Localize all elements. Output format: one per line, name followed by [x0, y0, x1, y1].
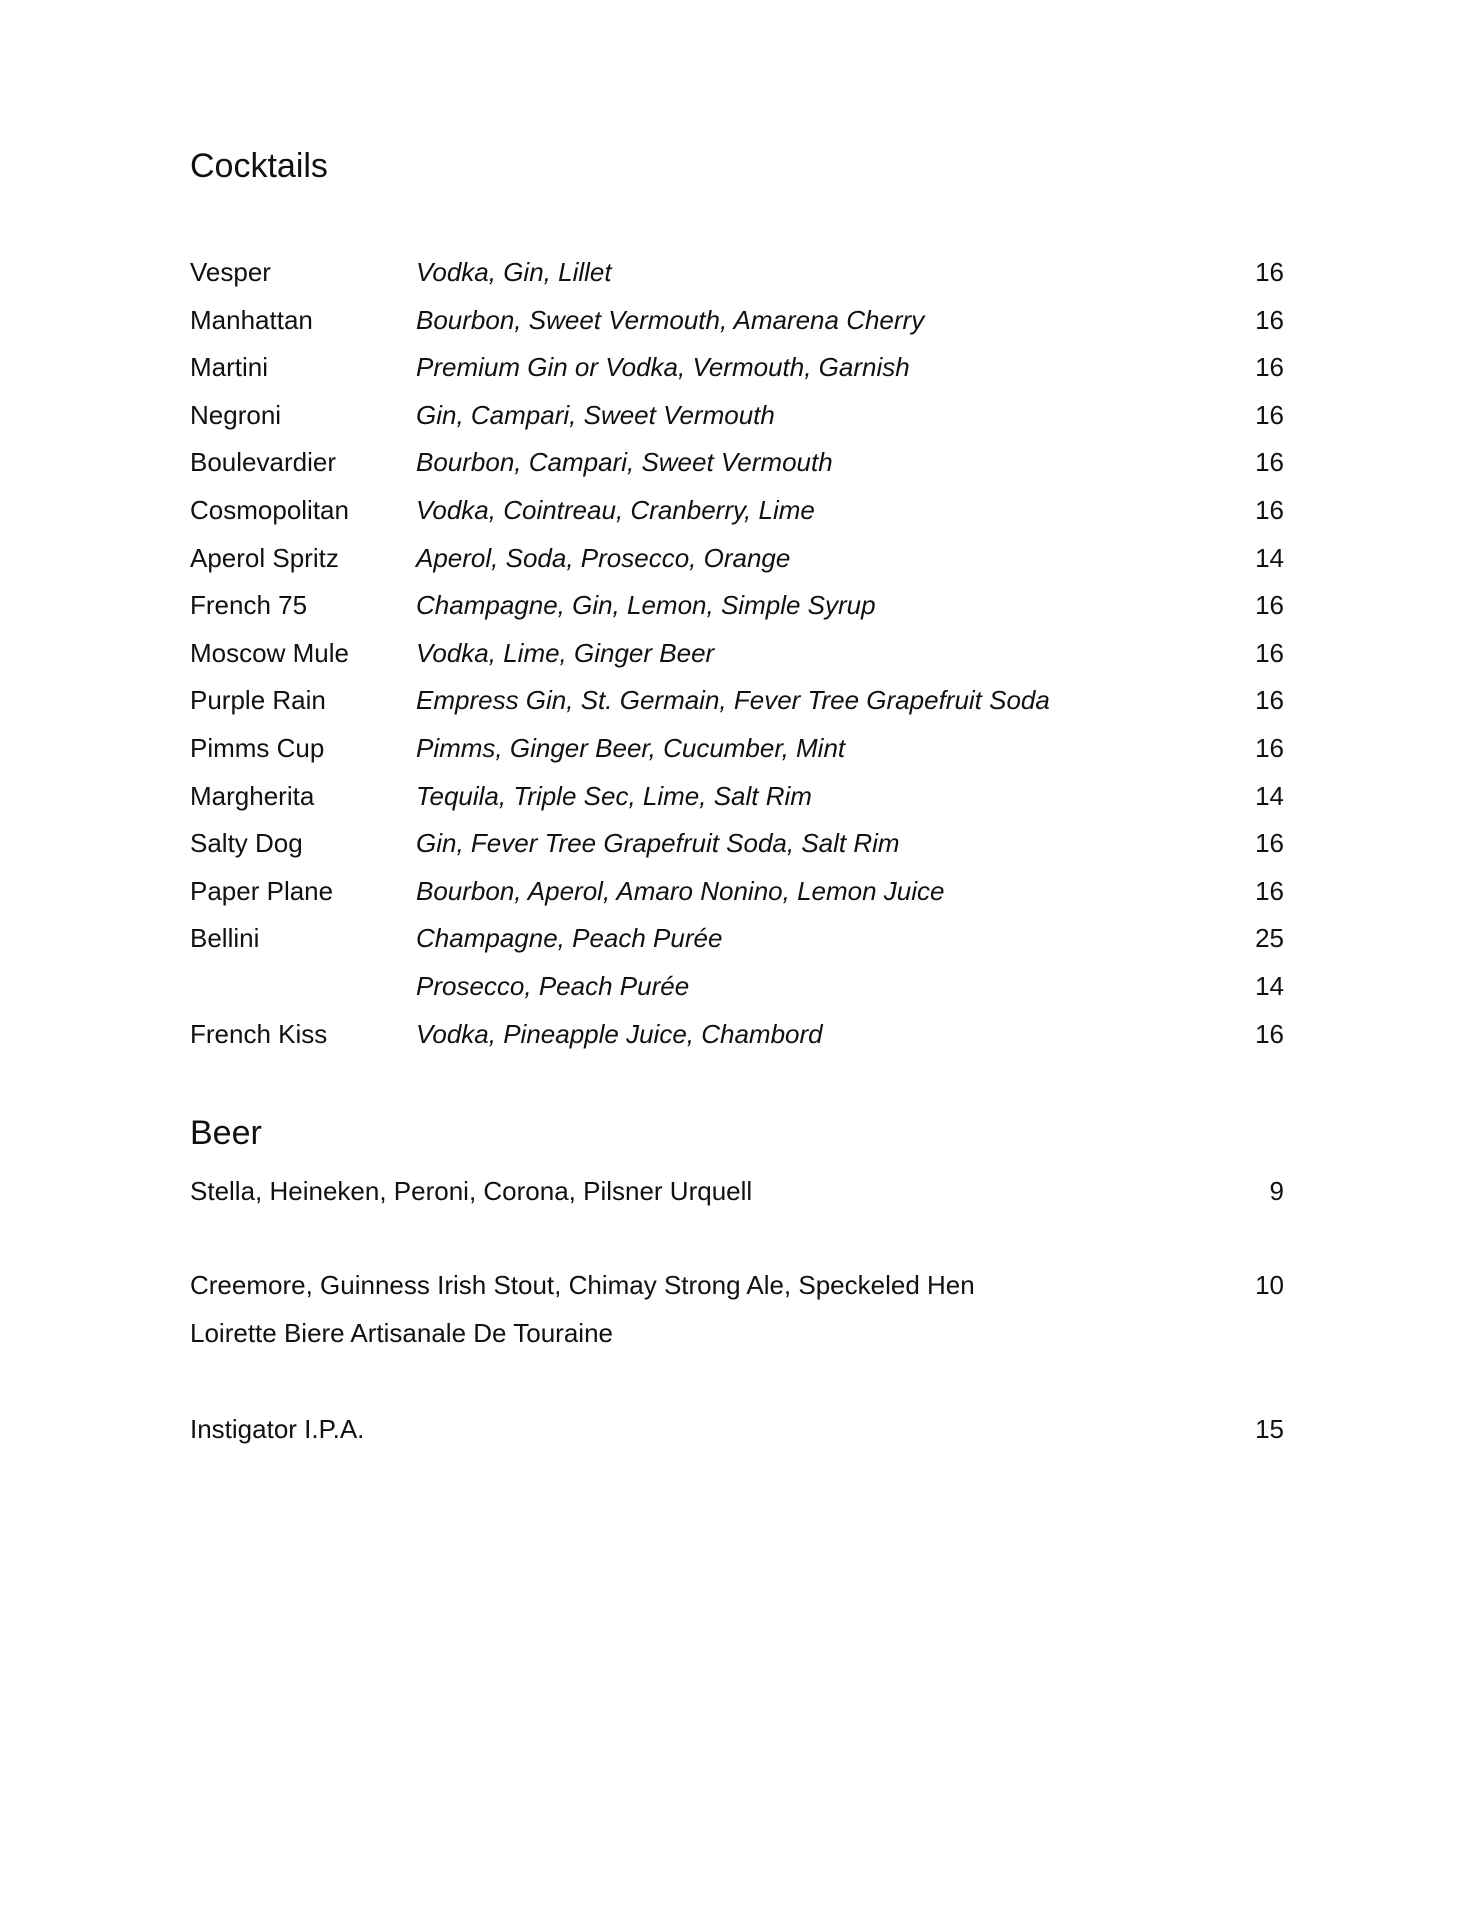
beer-heading: Beer — [190, 1114, 262, 1152]
cocktail-name: Moscow Mule — [190, 637, 349, 668]
cocktail-ingredients: Champagne, Gin, Lemon, Simple Syrup — [416, 590, 876, 621]
beer-group — [190, 1167, 1284, 1215]
list-item — [190, 490, 1284, 538]
cocktail-name: Manhattan — [190, 304, 313, 335]
cocktail-name: Pimms Cup — [190, 732, 325, 763]
cocktail-name: Purple Rain — [190, 685, 326, 716]
cocktail-name: Martini — [190, 352, 269, 383]
list-item — [190, 728, 1284, 776]
cocktail-name: Negroni — [190, 399, 282, 430]
cocktail-name: French Kiss — [190, 1018, 328, 1049]
cocktail-ingredients: Tequila, Triple Sec, Lime, Salt Rim — [416, 780, 812, 811]
beer-line — [190, 1261, 1284, 1309]
list-item — [190, 776, 1284, 824]
list-item — [190, 300, 1284, 348]
cocktail-price: 16 — [1255, 494, 1284, 525]
cocktail-price: 16 — [1255, 875, 1284, 906]
beer-line — [190, 1405, 1284, 1453]
cocktail-price: 16 — [1255, 637, 1284, 668]
cocktail-name: Paper Plane — [190, 875, 334, 906]
list-item — [190, 395, 1284, 443]
cocktail-name: Cosmopolitan — [190, 494, 349, 525]
cocktail-name: Boulevardier — [190, 447, 336, 478]
beer-price: 9 — [1269, 1176, 1284, 1206]
cocktail-ingredients: Champagne, Peach Purée — [416, 923, 723, 954]
cocktail-price: 16 — [1255, 304, 1284, 335]
cocktail-ingredients: Pimms, Ginger Beer, Cucumber, Mint — [416, 732, 846, 763]
cocktail-price: 25 — [1255, 923, 1284, 954]
cocktail-ingredients: Vodka, Gin, Lillet — [416, 257, 612, 287]
list-item — [190, 871, 1284, 919]
cocktail-ingredients: Premium Gin or Vodka, Vermouth, Garnish — [416, 352, 910, 383]
cocktail-ingredients: Vodka, Cointreau, Cranberry, Lime — [416, 494, 815, 525]
list-item — [190, 918, 1284, 966]
cocktail-ingredients: Gin, Fever Tree Grapefruit Soda, Salt Rim — [416, 828, 900, 859]
cocktail-name: French 75 — [190, 590, 308, 621]
list-item — [190, 538, 1284, 586]
cocktail-list — [190, 252, 1284, 1061]
cocktail-ingredients: Bourbon, Sweet Vermouth, Amarena Cherry — [416, 304, 925, 335]
cocktail-price: 16 — [1255, 685, 1284, 716]
cocktail-price: 16 — [1255, 399, 1284, 430]
beer-price: 15 — [1255, 1414, 1284, 1444]
cocktail-ingredients: Prosecco, Peach Purée — [416, 970, 690, 1001]
cocktail-name: Vesper — [190, 257, 271, 287]
cocktail-ingredients: Aperol, Soda, Prosecco, Orange — [416, 542, 791, 573]
beer-line — [190, 1167, 1284, 1215]
cocktail-price: 16 — [1255, 257, 1284, 287]
list-item — [190, 442, 1284, 490]
list-item — [190, 823, 1284, 871]
cocktail-name: Margherita — [190, 780, 315, 811]
cocktail-ingredients: Bourbon, Campari, Sweet Vermouth — [416, 447, 833, 478]
cocktail-ingredients: Gin, Campari, Sweet Vermouth — [416, 399, 775, 430]
list-item — [190, 680, 1284, 728]
cocktail-ingredients: Bourbon, Aperol, Amaro Nonino, Lemon Juice — [416, 875, 945, 906]
beer-group — [190, 1261, 1284, 1357]
cocktails-heading: Cocktails — [190, 147, 328, 185]
beer-group — [190, 1405, 1284, 1453]
cocktail-name: Salty Dog — [190, 828, 303, 859]
list-item — [190, 347, 1284, 395]
cocktail-ingredients: Vodka, Lime, Ginger Beer — [416, 637, 715, 668]
list-item — [190, 585, 1284, 633]
list-item — [190, 252, 1284, 300]
cocktail-name: Bellini — [190, 923, 260, 954]
list-item — [190, 966, 1284, 1014]
cocktail-price: 16 — [1255, 732, 1284, 763]
cocktail-price: 16 — [1255, 828, 1284, 859]
cocktail-price: 14 — [1255, 780, 1284, 811]
cocktail-name: Aperol Spritz — [190, 542, 339, 573]
cocktail-price: 16 — [1255, 447, 1284, 478]
beer-names: Loirette Biere Artisanale De Touraine — [190, 1318, 613, 1348]
beer-names: Stella, Heineken, Peroni, Corona, Pilsner Urquell — [190, 1176, 753, 1206]
cocktail-price: 16 — [1255, 1018, 1284, 1049]
beer-names: Instigator I.P.A. — [190, 1414, 365, 1444]
cocktail-price: 14 — [1255, 542, 1284, 573]
cocktail-ingredients: Empress Gin, St. Germain, Fever Tree Grapefruit Soda — [416, 685, 1050, 716]
beer-price: 10 — [1255, 1270, 1284, 1300]
beer-names: Creemore, Guinness Irish Stout, Chimay Strong Ale, Speckeled Hen — [190, 1270, 975, 1300]
list-item — [190, 1014, 1284, 1062]
cocktail-price: 16 — [1255, 590, 1284, 621]
cocktail-price: 14 — [1255, 970, 1284, 1001]
beer-line — [190, 1309, 1284, 1357]
list-item — [190, 633, 1284, 681]
cocktail-price: 16 — [1255, 352, 1284, 383]
cocktail-ingredients: Vodka, Pineapple Juice, Chambord — [416, 1018, 823, 1049]
